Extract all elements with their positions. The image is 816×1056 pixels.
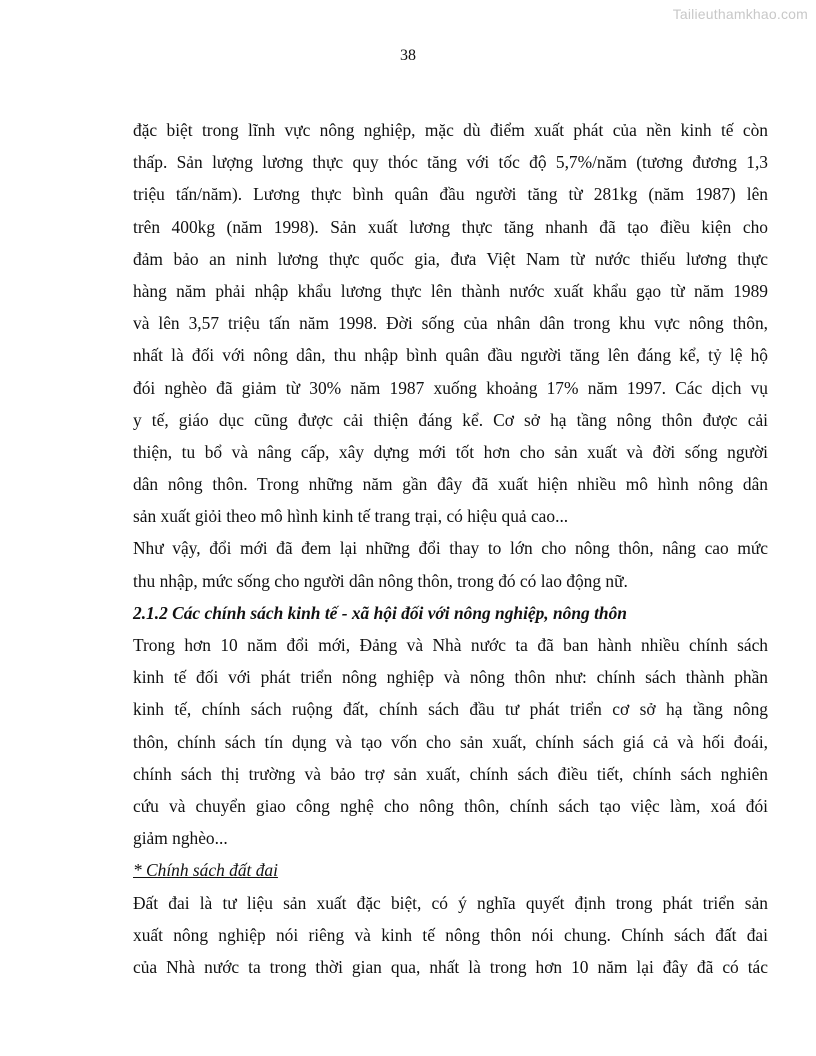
text-line: trên 400kg (năm 1998). Sản xuất lương thực tăng nhanh đã tạo điều kiện cho [133,216,768,237]
text-line: nhất là đối với nông dân, thu nhập bình quân đầu người tăng lên đáng kể, tỷ lệ hộ [133,345,768,366]
page-number: 38 [400,47,416,64]
text-line: Như vậy, đổi mới đã đem lại những đổi thay to lớn cho nông thôn, nâng cao mức [133,538,768,559]
section-heading: 2.1.2 Các chính sách kinh tế - xã hội đối với nông nghiệp, nông thôn [133,602,627,623]
text-line: giảm nghèo... [133,828,228,849]
paragraph-policies [133,629,768,854]
text-line: của Nhà nước ta trong thời gian qua, nhất là trong hơn 10 năm lại đây đã có tác [133,956,768,977]
text-line: Đất đai là tư liệu sản xuất đặc biệt, có ý nghĩa quyết định trong phát triển sản [133,892,768,913]
watermark: Tailieuthamkhao.com [672,6,808,22]
paragraph-development-results [133,114,768,532]
page-body [133,114,768,983]
text-line: đói nghèo đã giảm từ 30% năm 1987 xuống khoảng 17% năm 1997. Các dịch vụ [133,377,768,398]
subsection-heading: * Chính sách đất đai [133,860,278,881]
text-line: dân nông thôn. Trong những năm gần đây đã xuất hiện nhiều mô hình nông dân [133,474,768,495]
text-line: thôn, chính sách tín dụng và tạo vốn cho sản xuất, chính sách giá cả và hối đoái, [133,731,768,752]
text-line: và lên 3,57 triệu tấn năm 1998. Đời sống của nhân dân trong khu vực nông thôn, [133,313,768,334]
text-line: thu nhập, mức sống cho người dân nông thôn, trong đó có lao động nữ. [133,570,628,591]
text-line: kinh tế đối với phát triển nông nghiệp và nông thôn như: chính sách thành phần [133,667,768,688]
text-line: đảm bảo an ninh lương thực quốc gia, đưa Việt Nam từ nước thiếu lương thực [133,248,768,269]
text-line: đặc biệt trong lĩnh vực nông nghiệp, mặc dù điểm xuất phát của nền kinh tế còn [133,120,768,140]
text-line: triệu tấn/năm). Lương thực bình quân đầu người tăng từ 281kg (năm 1987) lên [133,184,768,205]
text-line: y tế, giáo dục cũng được cải thiện đáng kể. Cơ sở hạ tầng nông thôn được cải [133,409,768,430]
text-line: xuất nông nghiệp nói riêng và kinh tế nông thôn nói chung. Chính sách đất đai [133,924,768,945]
text-line: Trong hơn 10 năm đổi mới, Đảng và Nhà nước ta đã ban hành nhiều chính sách [133,635,768,655]
text-line: thấp. Sản lượng lương thực quy thóc tăng với tốc độ 5,7%/năm (tương đương 1,3 [133,152,768,173]
paragraph-land-policy [133,887,768,984]
text-line: sản xuất giỏi theo mô hình kinh tế trang trại, có hiệu quả cao... [133,506,569,527]
text-line: hàng năm phải nhập khẩu lương thực lên thành nước xuất khẩu gạo từ năm 1989 [133,280,768,301]
text-line: kinh tế, chính sách ruộng đất, chính sách đầu tư phát triển cơ sở hạ tầng nông [133,699,768,720]
text-line: chính sách thị trường và bảo trợ sản xuất, chính sách điều tiết, chính sách nghiên [133,763,768,784]
text-line: thiện, tu bổ và nâng cấp, xây dựng mới tốt hơn cho sản xuất và đời sống người [133,441,768,462]
text-line: cứu và chuyển giao công nghệ cho nông thôn, chính sách tạo việc làm, xoá đói [133,795,768,816]
paragraph-summary [133,532,768,596]
